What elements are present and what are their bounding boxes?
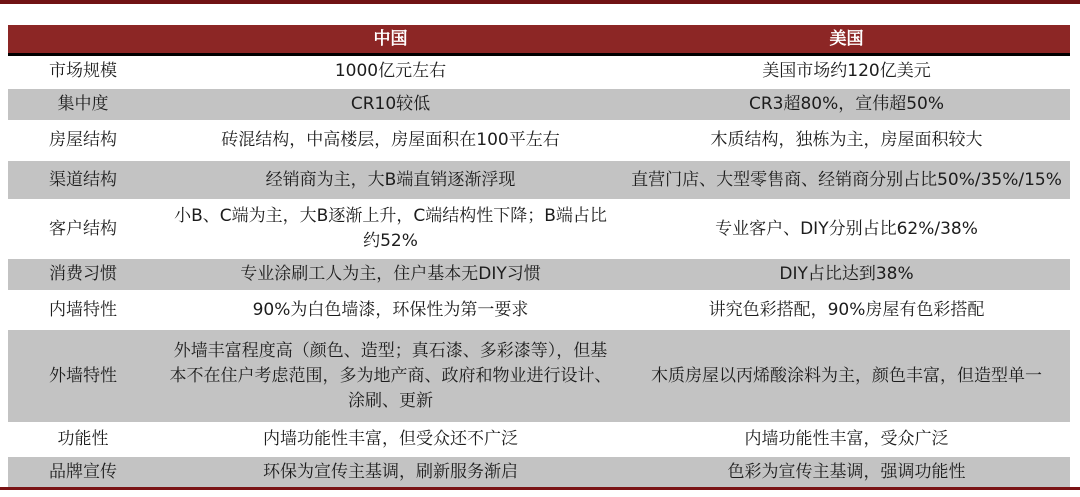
row-label: 品牌宣传 bbox=[49, 462, 117, 482]
us-cell: DIY占比达到38% bbox=[779, 264, 914, 284]
table-row bbox=[8, 457, 1070, 488]
row-label: 渠道结构 bbox=[49, 169, 117, 190]
row-label: 功能性 bbox=[57, 429, 109, 449]
us-cell: 美国市场约120亿美元 bbox=[762, 61, 931, 81]
china-cell: 经销商为主，大B端直销逐渐浮现 bbox=[265, 169, 516, 190]
us-cell: 讲究色彩搭配，90%房屋有色彩搭配 bbox=[708, 299, 985, 320]
us-cell: 色彩为宣传主基调，强调功能性 bbox=[727, 462, 966, 482]
china-cell: 外墙丰富程度高（颜色、造型；真石漆、多彩漆等），但基本不在住户考虑范围，多为地产商、政府和物业进行设计、涂刷、更新 bbox=[169, 340, 612, 411]
china-cell: 砖混结构，中高楼层，房屋面积在100平左右 bbox=[221, 130, 560, 150]
row-label: 内墙特性 bbox=[49, 299, 117, 320]
top-accent-bar bbox=[0, 0, 1080, 4]
table-row bbox=[8, 259, 1070, 292]
us-cell: 木质房屋以丙烯酸涂料为主，颜色丰富，但造型单一 bbox=[651, 365, 1042, 386]
table-row bbox=[8, 89, 1070, 122]
table-row bbox=[8, 424, 1070, 457]
china-cell: 内墙功能性丰富，但受众还不广泛 bbox=[263, 429, 518, 449]
china-cell: 1000亿元左右 bbox=[334, 61, 447, 81]
table-row bbox=[8, 330, 1070, 424]
row-label: 市场规模 bbox=[49, 61, 117, 81]
us-cell: 内墙功能性丰富，受众广泛 bbox=[744, 429, 949, 449]
table-header-row bbox=[8, 25, 1070, 56]
china-cell: 小B、C端为主，大B逐渐上升，C端结构性下降；B端占比约52% bbox=[174, 206, 607, 251]
row-label: 消费习惯 bbox=[49, 264, 117, 284]
table-row bbox=[8, 122, 1070, 161]
china-cell: 90%为白色墙漆，环保性为第一要求 bbox=[252, 299, 529, 320]
table-row bbox=[8, 201, 1070, 259]
table-row bbox=[8, 292, 1070, 330]
row-label: 外墙特性 bbox=[49, 365, 117, 386]
china-us-comparison-table bbox=[8, 25, 1070, 488]
header-china: 中国 bbox=[373, 28, 408, 49]
us-cell: 直营门店、大型零售商、经销商分别占比50%/35%/15% bbox=[631, 169, 1062, 190]
table-row bbox=[8, 161, 1070, 201]
header-us: 美国 bbox=[829, 28, 864, 49]
row-label: 房屋结构 bbox=[49, 130, 117, 150]
row-label: 客户结构 bbox=[49, 218, 117, 239]
us-cell: 专业客户、DIY分别占比62%/38% bbox=[715, 218, 978, 239]
us-cell: 木质结构，独栋为主，房屋面积较大 bbox=[710, 130, 983, 150]
china-cell: CR10较低 bbox=[350, 94, 431, 114]
table-row bbox=[8, 56, 1070, 89]
us-cell: CR3超80%，宣伟超50% bbox=[748, 94, 945, 114]
row-label: 集中度 bbox=[57, 94, 109, 114]
china-cell: 专业涂刷工人为主，住户基本无DIY习惯 bbox=[240, 264, 541, 284]
china-cell: 环保为宣传主基调，刷新服务渐启 bbox=[263, 462, 518, 482]
bottom-accent-bar bbox=[0, 487, 1080, 490]
header-empty-cell bbox=[8, 36, 158, 42]
